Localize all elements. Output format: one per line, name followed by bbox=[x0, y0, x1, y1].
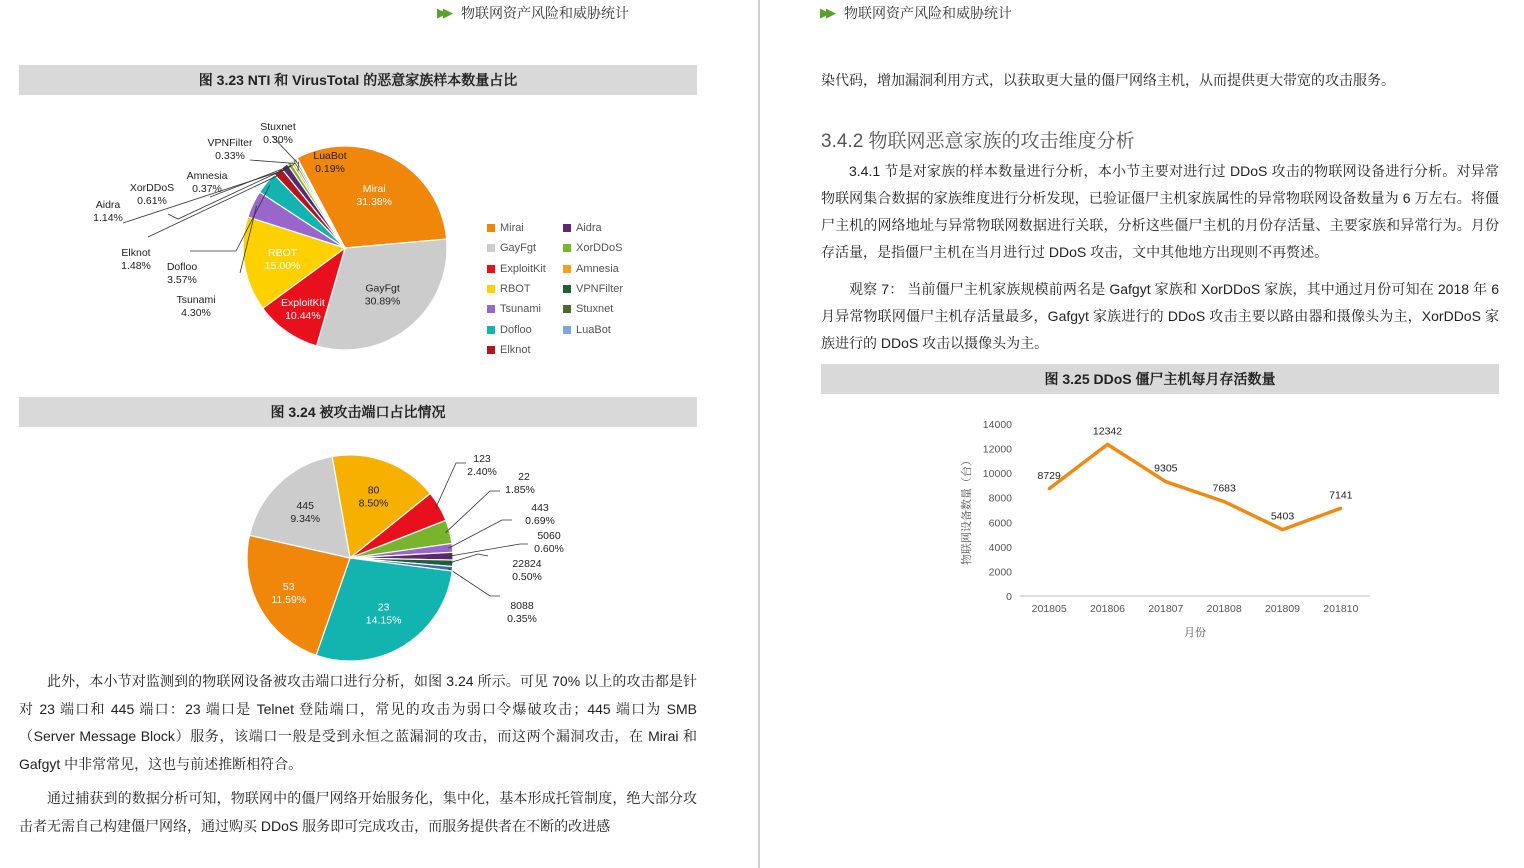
slice-name-label: 443 bbox=[531, 502, 549, 514]
legend-item-dofloo bbox=[487, 324, 532, 336]
slice-name-label: XorDDoS bbox=[129, 182, 175, 194]
slice-name-label: 22824 bbox=[512, 558, 542, 570]
slice-value-label: 1.48% bbox=[121, 260, 151, 272]
slice-name-label: RBOT bbox=[267, 247, 298, 260]
y-tick-label: 14000 bbox=[982, 419, 1012, 431]
slice-name-label: Tsunami bbox=[176, 294, 216, 306]
legend-label: Amnesia bbox=[576, 262, 619, 275]
legend-swatch bbox=[563, 305, 571, 313]
slice-name-label: 5060 bbox=[537, 530, 561, 542]
legend-label: Dofloo bbox=[500, 323, 532, 336]
data-point bbox=[1339, 507, 1342, 510]
leader-line bbox=[250, 160, 296, 164]
running-head-right-text: 物联网资产风险和威胁统计 bbox=[844, 5, 1012, 21]
slice-value-label: 15.00% bbox=[264, 260, 301, 273]
slice-value-label: 30.89% bbox=[364, 295, 401, 308]
page-divider bbox=[758, 0, 760, 868]
slice-value-label: 2.40% bbox=[467, 466, 497, 478]
data-label: 5403 bbox=[1270, 510, 1295, 523]
legend-item-luabot bbox=[563, 324, 611, 336]
pie-chart-attacked-ports bbox=[0, 428, 700, 668]
slice-name-label: 445 bbox=[296, 500, 314, 513]
slice-value-label: 14.15% bbox=[365, 614, 402, 627]
slice-value-label: 0.19% bbox=[315, 163, 345, 175]
slice-value-label: 1.85% bbox=[505, 484, 535, 496]
legend-swatch bbox=[487, 224, 495, 232]
data-label: 7683 bbox=[1212, 482, 1236, 495]
running-head-right bbox=[820, 3, 1012, 23]
slice-name-label: 23 bbox=[377, 601, 390, 614]
double-arrow-icon: ▶▶ bbox=[437, 5, 449, 20]
legend-item-rbot bbox=[487, 283, 531, 295]
legend-item-tsunami bbox=[487, 303, 541, 315]
right-paragraph-1: 3.4.1 节是对家族的样本数量进行分析，本小节主要对进行过 DDoS 攻击的物联网设备进行分析。对异常物联网集合数据的家族维度进行分析发现，已验证僵尸主机家族属性的异常物联网设备数量为 6 万左右。将僵尸主机的网络地址与异常物联网数据进行关联，分析这些僵尸主机的月份存活量、主要家族和异常行为。月份存活量，是指僵尸主机在当月进行过 DDoS 攻击，文中其他地方出现则不再赘述。 bbox=[821, 163, 1499, 260]
slice-value-label: 3.57% bbox=[167, 274, 197, 286]
double-arrow-icon: ▶▶ bbox=[820, 5, 832, 20]
right-paragraph-0: 染代码，增加漏洞利用方式，以获取更大量的僵尸网络主机，从而提供更大带宽的攻击服务。 bbox=[821, 72, 1395, 88]
legend-item-stuxnet bbox=[563, 303, 613, 315]
x-tick-label: 201805 bbox=[1031, 603, 1067, 615]
x-tick-label: 201807 bbox=[1148, 603, 1184, 615]
slice-value-label: 0.61% bbox=[137, 195, 167, 207]
legend-swatch bbox=[563, 224, 571, 232]
left-paragraph-2: 通过捕获到的数据分析可知，物联网中的僵尸网络开始服务化，集中化，基本形成托管制度，绝大部分攻击者无需自己构建僵尸网络，通过购买 DDoS 服务即可完成攻击，而服务提供者在不断的改进感 bbox=[19, 790, 697, 834]
legend-item-xorddos bbox=[563, 242, 622, 254]
slice-name-label: GayFgt bbox=[365, 282, 400, 295]
slice-value-label: 4.30% bbox=[181, 307, 211, 319]
slice-name-label: LuaBot bbox=[313, 150, 347, 162]
slice-value-label: 9.34% bbox=[290, 513, 321, 526]
legend-label: Stuxnet bbox=[576, 303, 614, 316]
legend-item-exploitkit bbox=[487, 263, 546, 275]
legend-label: Tsunami bbox=[500, 303, 541, 316]
x-axis-title: 月份 bbox=[1184, 627, 1206, 639]
slice-value-label: 31.38% bbox=[356, 196, 392, 209]
legend-swatch bbox=[487, 244, 495, 252]
legend-item-amnesia bbox=[563, 263, 619, 275]
slice-name-label: 123 bbox=[473, 453, 491, 465]
data-point bbox=[1164, 480, 1167, 483]
y-tick-label: 8000 bbox=[988, 492, 1012, 505]
legend-label: XorDDoS bbox=[576, 242, 623, 255]
slice-name-label: VPNFilter bbox=[207, 137, 253, 149]
data-point bbox=[1281, 528, 1284, 531]
line-chart-monthly-bots bbox=[940, 410, 1400, 650]
legend-label: ExploitKit bbox=[500, 262, 546, 275]
legend-label: RBOT bbox=[500, 282, 531, 295]
legend-label: VPNFilter bbox=[576, 282, 624, 295]
x-tick-label: 201808 bbox=[1206, 603, 1242, 615]
y-tick-label: 2000 bbox=[988, 566, 1012, 579]
slice-value-label: 8.50% bbox=[358, 497, 389, 510]
leader-line bbox=[448, 568, 500, 596]
running-head-left bbox=[437, 3, 629, 23]
legend-swatch bbox=[487, 326, 495, 334]
legend-item-vpnfilter bbox=[563, 283, 623, 295]
legend-label: GayFgt bbox=[500, 242, 537, 255]
slice-name-label: 80 bbox=[367, 484, 380, 497]
slice-name-label: Amnesia bbox=[186, 170, 228, 182]
slice-value-label: 10.44% bbox=[285, 310, 321, 323]
legend-item-gayfgt bbox=[487, 242, 536, 254]
slice-value-label: 1.14% bbox=[93, 212, 123, 224]
right-paragraph-2: 观察 7： 当前僵尸主机家族规模前两名是 Gafgyt 家族和 XorDDoS 家族，其中通过月份可知在 2018 年 6 月异常物联网僵尸主机存活量最多，Gafgyt 家族进行的 DDoS 攻击主要以路由器和摄像头为主，XorDDoS 家族进行的 DDoS 攻击以摄像头为主。 bbox=[821, 281, 1499, 351]
leader-line bbox=[436, 463, 466, 508]
data-label: 8729 bbox=[1037, 469, 1061, 482]
slice-value-label: 0.50% bbox=[512, 571, 542, 583]
slice-value-label: 0.30% bbox=[263, 134, 293, 146]
data-point bbox=[1223, 500, 1226, 503]
figure-caption-3-25: 图 3.25 DDoS 僵尸主机每月存活数量 bbox=[821, 364, 1499, 394]
data-label: 12342 bbox=[1092, 425, 1123, 438]
legend-item-elknot bbox=[487, 344, 531, 356]
slice-value-label: 0.60% bbox=[534, 543, 564, 555]
leader-line bbox=[298, 162, 299, 171]
leader-line bbox=[446, 491, 500, 533]
slice-name-label: Elknot bbox=[121, 247, 151, 259]
legend-item-aidra bbox=[563, 222, 602, 234]
leader-line bbox=[449, 544, 528, 556]
legend-swatch bbox=[563, 265, 571, 273]
slice-value-label: 0.33% bbox=[215, 150, 245, 162]
figure-caption-3-23: 图 3.23 NTI 和 VirusTotal 的恶意家族样本数量占比 bbox=[19, 65, 697, 95]
x-tick-label: 201810 bbox=[1323, 603, 1359, 615]
x-tick-label: 201809 bbox=[1264, 603, 1301, 615]
legend-swatch bbox=[563, 244, 571, 252]
legend-swatch bbox=[563, 326, 571, 334]
data-point bbox=[1106, 443, 1109, 446]
y-tick-label: 0 bbox=[1006, 591, 1012, 603]
y-tick-label: 10000 bbox=[982, 468, 1012, 481]
legend-label: LuaBot bbox=[576, 323, 611, 336]
data-label: 9305 bbox=[1154, 462, 1178, 475]
slice-name-label: Dofloo bbox=[166, 261, 198, 273]
slice-value-label: 0.69% bbox=[525, 515, 555, 527]
slice-name-label: Mirai bbox=[362, 183, 386, 196]
slice-name-label: Aidra bbox=[95, 199, 121, 211]
slice-name-label: 8088 bbox=[510, 600, 534, 612]
slice-name-label: Stuxnet bbox=[260, 121, 296, 133]
legend-label: Elknot bbox=[500, 343, 531, 356]
data-point bbox=[1048, 487, 1051, 490]
slice-value-label: 0.35% bbox=[507, 613, 537, 625]
slice-name-label: ExploitKit bbox=[281, 297, 325, 310]
slice-value-label: 11.59% bbox=[271, 593, 307, 606]
y-tick-label: 6000 bbox=[988, 517, 1012, 530]
legend-swatch bbox=[487, 305, 495, 313]
data-label: 7141 bbox=[1329, 489, 1353, 502]
y-tick-label: 12000 bbox=[982, 443, 1012, 456]
section-heading: 3.4.2 物联网恶意家族的攻击维度分析 bbox=[821, 131, 1135, 152]
legend-label: Aidra bbox=[576, 222, 602, 234]
legend-swatch bbox=[487, 285, 495, 293]
series-line bbox=[1049, 444, 1341, 529]
running-head-left-text: 物联网资产风险和威胁统计 bbox=[461, 5, 629, 21]
legend-swatch bbox=[487, 346, 495, 354]
slice-name-label: 53 bbox=[282, 580, 295, 593]
x-tick-label: 201806 bbox=[1089, 603, 1126, 615]
leader-line bbox=[448, 520, 512, 548]
legend-item-mirai bbox=[487, 222, 524, 234]
legend-swatch bbox=[563, 285, 571, 293]
left-paragraph-1: 此外，本小节对监测到的物联网设备被攻击端口进行分析，如图 3.24 所示。可见 70% 以上的攻击都是针对 23 端口和 445 端口：23 端口是 Telnet 登陆端口，常见的攻击为弱口令爆破攻击；445 端口为 SMB（Server Message Block）服务，该端口一般是受到永恒之蓝漏洞的攻击，而这两个漏洞攻击，在 Mirai 和 Gafgyt 中非常常见，这也与前述推断相符合。 bbox=[19, 673, 698, 772]
legend-swatch bbox=[487, 265, 495, 273]
legend-label: Mirai bbox=[500, 222, 524, 234]
slice-value-label: 0.37% bbox=[192, 183, 222, 195]
figure-caption-3-24: 图 3.24 被攻击端口占比情况 bbox=[19, 397, 697, 427]
slice-name-label: 22 bbox=[518, 471, 530, 483]
y-tick-label: 4000 bbox=[988, 541, 1012, 554]
y-axis-title: 物联网设备数量（台） bbox=[961, 455, 973, 565]
